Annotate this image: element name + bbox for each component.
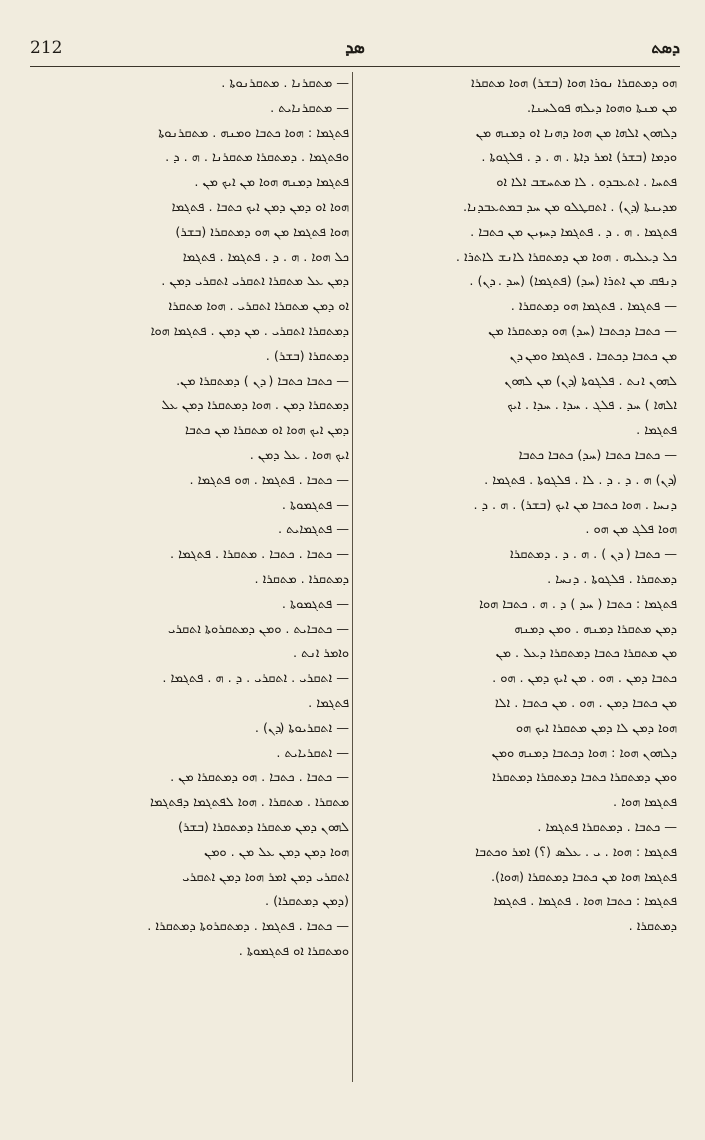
text-line: ܡܢ ܟܬܒܐ ܕܟܬܒܐ . ܦܬܓܡܐ ܘܡܢ ܕܢ (509, 348, 677, 364)
text-line: — ܟܬܒܐ . ܕܡܬܩܪܐ ܦܬܓܡܐ . (537, 819, 677, 835)
text-line: — ܡܬܩܪܢܐܝܬ . (270, 100, 349, 116)
text-line: ܗܘܐ ܕܡܢ ܠܐ ܕܡܢ ܡܬܩܪܐ ܐܝܟ ܗܘ (515, 720, 677, 736)
text-line: — ܟܬܒܐ . ܦܬܓܡܐ . ܗܘ ܦܬܓܡܐ . (189, 472, 349, 488)
text-line: ܦܬܓܡܐ ܗܘܐ . (613, 795, 677, 811)
text-line: ܗܘܐ ܕܡܢ ܕܡܢ ܥܠ ܡܢ . ܘܡܢ (204, 844, 349, 860)
text-line: ܦܬܚܐ . ܐܬܥܒܕܘ . ܠܐ ܡܬܚܫܒ ܐܠܐ ܐܘ (496, 175, 677, 191)
text-line: ܗܘܐ ܐܘ ܕܡܢ ܕܡܢ ܐܝܟ ܟܬܒܐ . ܦܬܓܡܐ (171, 199, 349, 215)
text-line: ܟܠ ܗܘܐ . ܗ . ܕ . ܦܬܓܡܐ . ܦܬܓܡܐ (182, 249, 349, 265)
text-line: ܗܘܐ ܦܬܓܡܐ ܡܢ ܗܘ ܕܡܬܩܪܐ (ܒܫܪ) (175, 224, 349, 240)
text-line: ܦܬܓܡܐ . (636, 423, 677, 439)
text-line: ܗܘܐ ܦܠܓ ܡܢ ܗܘ . (585, 522, 677, 538)
text-line: ܐܝܟ ܗܘܐ . ܥܠ ܕܡܢ . (249, 447, 349, 463)
text-line: ܕܢܚܐ . ܗܘܐ ܟܬܒܐ ܡܢ ܐܝܟ (ܒܫܪ) . ܗ . ܕ . (473, 497, 677, 513)
text-line: ܕܠܗܘܢ ܗܘܐ : ܗܘܐ ܕܟܬܒܐ ܕܡܢܗ ܘܡܢ (491, 745, 677, 761)
page-number: 212 (30, 38, 63, 58)
text-line: ܕܡܬܩܪܐ . ܡܬܩܪܐ . (254, 571, 349, 587)
running-header (30, 38, 680, 64)
text-line: ܡܢ ܡܬܩܪܐ ܟܬܒܐ ܕܡܬܩܪܐ ܕܥܠ . ܡܢ (495, 646, 677, 662)
text-line: ܘܦܬܓܡܐ . ܕܡܬܩܪܐ ܡܬܩܪܢܐ . ܗ . ܕ . (165, 150, 349, 166)
text-line: ܕܡܬܩܪܐ . (628, 919, 677, 935)
text-line: — ܦܬܓܡܐ . ܦܬܓܡܐ ܗܘ ܕܡܬܩܪܐ . (510, 299, 677, 315)
text-line: — ܟܬܒܐ ( ܕܢ ) . ܗ . ܕ . ܕܡܬܩܪܐ (510, 547, 677, 563)
text-line: ܦܬܓܡܐ : ܟܬܒܐ ܗܘܐ . ܦܬܓܡܐ . ܦܬܓܡܐ (493, 894, 677, 910)
text-line: ܡܢ ܟܬܒܐ ܕܡܢ . ܗܘ . ܡܢ ܟܬܒܐ . ܐܠܐ (494, 695, 677, 711)
text-line: — ܟܬܒܐ ܟܬܒܐ ( ܕܢ ) ܕܡܬܩܪܐ ܡܢ. (176, 373, 349, 389)
text-line: ܘܕܡܐ (ܒܫܪ) ܐܡܪ ܕܐܬܐ . ܗ . ܕ . ܦܠܓܘܬܐ . (481, 150, 677, 166)
header-center-word: ܣܕ (345, 38, 365, 58)
text-line: ܘܐܡܪ ܐܢܬ . (293, 646, 349, 662)
text-line: ܕܡܢ ܐܝܟ ܗܘܐ ܐܘ ܡܬܩܪܐ ܡܢ ܟܬܒܐ (184, 423, 349, 439)
text-line: ܕܢܦܩ ܡܢ ܐܬܪܐ (ܚܕ) (ܦܬܓܡܐ) (ܚܕ . ܕܢ) . (469, 274, 677, 290)
text-line: — ܐܬܩܪܝܘܬܐ (ܕܢ) . (254, 720, 349, 736)
text-line: ܡܕܝܢܬܐ (ܕܢ) . ܐܬܩܛܠܘ ܡܢ ܚܕ ܒܡܬܥܒܕܢܐ. (463, 199, 677, 215)
text-line: ܦܬܓܡܐ : ܗܘܐ . ܝ . ܥܠܣ (؟) ܐܡܪ ܘܟܬܒܐ (475, 844, 677, 860)
text-line: ܟܬܒܐ ܕܡܢ . ܗܘ . ܡܢ ܐܝܟ ܕܡܢ . ܗܘ . (492, 671, 677, 687)
text-line: — ܐܬܩܪܝܐܝܬ . (276, 745, 349, 761)
text-line: — ܟܬܒܐ ܟܬܒܐ (ܚܕ) ܟܬܒܐ ܟܬܒܐ (518, 447, 677, 463)
text-line: ܐܘ ܕܡܢ ܡܬܩܪܐ ܐܬܩܪܝ . ܗܘܐ ܡܬܩܪܐ (168, 299, 349, 315)
text-line: ܦܬܓܡܐ : ܟܬܒܐ ( ܚܕ ) ܕ . ܗ . ܟܬܒܐ ܗܘܐ (479, 596, 677, 612)
text-line: — ܟܬܒܐ ܕܟܬܒܐ (ܚܕ) ܗܘ ܕܡܬܩܪܐ ܡܢ (488, 323, 677, 339)
text-line: ܗܘ ܕܡܬܩܪܐ ܢܘܪܐ ܗܘܐ (ܒܫܪ) ܗܘܐ ܡܬܩܪܐ (471, 76, 677, 91)
text-line: ܕܡܬܩܪܐ . ܦܠܓܘܬܐ . ܕܢܚܐ . (547, 571, 677, 587)
right-column (362, 72, 677, 940)
text-line: ܦܬܓܡܐ ܕܡܢܗ ܗܘܐ ܡܢ ܐܝܟ ܡܢ . (194, 175, 349, 191)
text-line: ܘܡܬܩܪܐ ܐܘ ܦܬܓܡܘܬܐ . (238, 943, 349, 959)
text-line: ܦܬܓܡܐ . (308, 695, 349, 711)
text-line: ܐܬܩܪܝ ܕܡܢ ܐܡܪ ܗܘܐ ܕܡܢ ܐܬܩܪܝ (182, 869, 349, 885)
text-line: ܦܬܓܡܐ : ܗܘܐ ܟܬܒܐ ܘܡܢܗ . ܡܬܩܪܢܘܬܐ (158, 125, 349, 141)
text-line: ܐܠܗܐ ) ܚܕ . ܦܠܓ . ܚܕܐ . ܚܕܐ . ܐܝܟ (507, 398, 677, 414)
text-line: — ܦܬܓܡܘܬܐ . (281, 596, 349, 612)
text-line: ܦܬܓܡܐ ܗܘܐ ܡܢ ܟܬܒܐ ܕܡܬܩܪܐ (ܗܘܐ). (490, 869, 677, 885)
text-line: ܡܬܩܪܐ . ܡܬܩܪܐ . ܗܘܐ ܠܦܬܓܡܐ ܕܦܬܓܡܐ (150, 795, 349, 811)
text-line: — ܟܬܒܐ . ܟܬܒܐ . ܗܘ ܕܡܬܩܪܐ ܡܢ . (170, 770, 349, 786)
header-rule (30, 66, 680, 67)
text-line: ܕܡܬܩܪܐ (ܒܫܪ) . (265, 348, 349, 364)
text-line: ܟܠ ܕܥܠܝܗ . ܗܘܐ ܡܢ ܕܡܬܩܪܐ ܠܐܢܫ ܠܐܬܪܐ . (455, 249, 677, 265)
text-line: ܕܡܬܩܪܐ ܐܬܩܪܝ . ܡܢ ܕܡܢ . ܦܬܓܡܐ ܗܘܐ (150, 323, 349, 339)
text-line: — ܐܬܩܪܝ . ܐܬܩܪܝ . ܕ . ܗ . ܦܬܓܡܐ . (162, 671, 349, 687)
text-line: ܕܡܬܩܪܐ ܕܡܢ . ܗܘܐ ܕܡܬܩܪܐ ܕܡܢ ܥܠ (161, 398, 349, 414)
text-line: (ܕܡܢ ܕܡܬܩܪܐ) . (264, 894, 349, 910)
text-line: ܕܡܢ ܡܬܩܪܐ ܕܡܢܗ . ܘܡܢ ܕܡܢܗ (514, 621, 677, 637)
text-line: (ܕܢ) ܗ . ܕ . ܕ . ܠܐ . ܦܠܓܘܬܐ . ܦܬܓܡܐ . (484, 472, 677, 488)
text-line: — ܦܬܓܡܐܝܬ . (277, 522, 349, 538)
text-line: ܠܗܘܢ ܕܡܢ ܡܬܩܪܐ ܕܡܬܩܪܐ (ܒܫܪ) (177, 819, 349, 835)
text-line: — ܟܬܒܐ . ܟܬܒܐ . ܡܬܩܪܐ . ܦܬܓܡܐ . (170, 547, 349, 563)
text-line: ܕܠܗܘܢ ܐܠܗܐ ܡܢ ܗܘܐ ܕܗܢܐ ܐܘ ܕܡܢܗ ܡܢ (475, 125, 677, 141)
header-right-word: ܕܣܬ (651, 38, 680, 57)
text-line: — ܟܬܒܐ . ܦܬܓܡܐ . ܕܡܬܩܪܘܬܐ ܕܡܬܩܪܐ . (147, 919, 349, 935)
text-line: ܘܡܢ ܕܡܬܩܪܐ ܟܬܒܐ ܕܡܬܩܪܐ ܕܡܬܩܪܐ (492, 770, 677, 786)
text-line: ܦܬܓܡܐ . ܗ . ܕ . ܦܬܓܡܐ ܕܚܙܝܢ ܡܢ ܟܬܒܐ . (470, 224, 677, 240)
text-line: ܡܢ ܡܢܬܐ ܘܗܘܐ ܕܝܠܗ ܦܘܠܚܢܐ. (526, 100, 677, 116)
text-line: — ܦܬܓܡܘܬܐ . (281, 497, 349, 513)
text-line: — ܟܬܒܐܝܬ . ܘܡܢ ܕܡܬܩܪܘܬܐ ܐܬܩܪܝ (168, 621, 349, 637)
left-column (34, 72, 349, 965)
text-line: — ܡܬܩܪܢܐ . ܡܬܩܪܢܘܬܐ . (221, 76, 349, 91)
text-line: ܕܡܢ ܥܠ ܡܬܩܪܐ ܐܬܩܪܝ ܐܬܩܪܝ ܕܡܢ . (161, 274, 349, 290)
column-divider (352, 72, 353, 1082)
text-line: ܠܗܘܢ ܐܢܬ . ܦܠܓܘܬܐ (ܕܢ) ܡܢ ܠܗܘܢ (504, 373, 677, 389)
